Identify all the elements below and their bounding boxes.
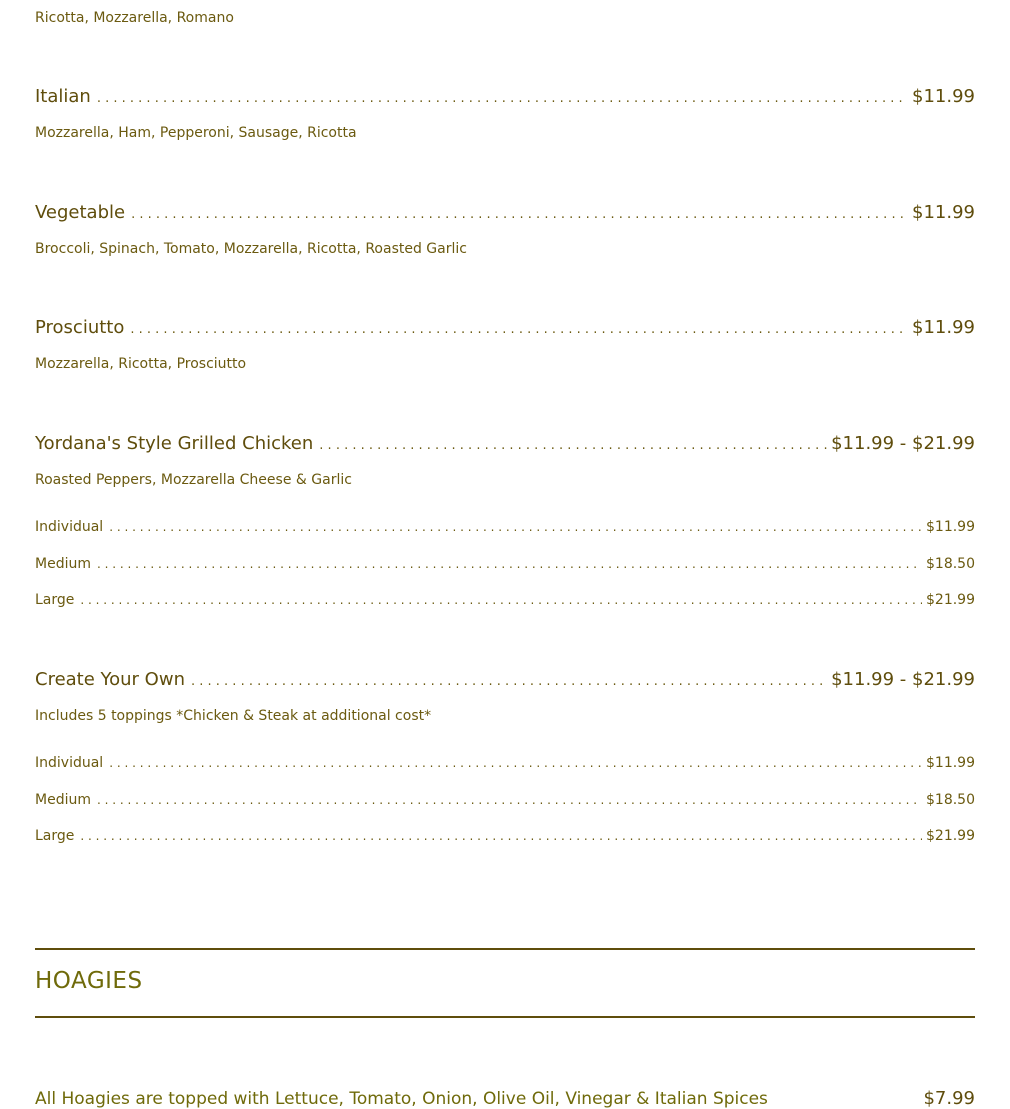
- size-price: $11.99: [926, 519, 975, 535]
- hoagie-price: $7.99: [923, 1088, 975, 1109]
- size-price: $21.99: [926, 828, 975, 844]
- item-price: $11.99: [912, 202, 975, 223]
- item-price: $11.99: [912, 317, 975, 338]
- size-name: Individual: [35, 519, 104, 535]
- section-title: HOAGIES: [35, 968, 143, 994]
- dot-leader: [97, 92, 908, 105]
- hoagie-note: All Hoagies are topped with Lettuce, Tomato, Onion, Olive Oil, Vinegar & Italian Spices: [35, 1089, 768, 1109]
- item-price: $11.99 - $21.99: [831, 669, 975, 690]
- size-option-large: [35, 592, 975, 608]
- item-description: Includes 5 toppings *Chicken & Steak at additional cost*: [35, 708, 432, 724]
- dot-leader: [97, 794, 922, 806]
- item-description: Mozzarella, Ricotta, Prosciutto: [35, 356, 247, 372]
- dot-leader: [109, 521, 922, 533]
- size-price: $11.99: [926, 755, 975, 771]
- size-name: Individual: [35, 755, 104, 771]
- section-divider-top: [35, 948, 975, 950]
- item-description: Mozzarella, Ham, Pepperoni, Sausage, Ricotta: [35, 125, 357, 141]
- item-name: Prosciutto: [35, 317, 125, 338]
- menu-item-grilled-chicken: [35, 433, 975, 454]
- size-option-individual: [35, 519, 975, 535]
- section-divider-bottom: [35, 1016, 975, 1018]
- item-name: Create Your Own: [35, 669, 185, 690]
- dot-leader: [130, 323, 908, 336]
- menu-item-create-your-own: [35, 669, 975, 690]
- dot-leader: [191, 675, 827, 688]
- item-price: $11.99: [912, 86, 975, 107]
- dot-leader: [109, 757, 922, 769]
- item-name: Italian: [35, 86, 91, 107]
- dot-leader: [80, 594, 922, 606]
- item-description: Roasted Peppers, Mozzarella Cheese & Garlic: [35, 472, 352, 488]
- size-name: Large: [35, 592, 75, 608]
- dot-leader: [97, 558, 922, 570]
- size-name: Large: [35, 828, 75, 844]
- item-description: Broccoli, Spinach, Tomato, Mozzarella, Ricotta, Roasted Garlic: [35, 241, 467, 257]
- item-name: Yordana's Style Grilled Chicken: [35, 433, 314, 454]
- size-option-medium: [35, 792, 975, 808]
- menu-item-prosciutto: [35, 317, 975, 338]
- size-price: $21.99: [926, 592, 975, 608]
- size-option-individual: [35, 755, 975, 771]
- size-name: Medium: [35, 556, 91, 572]
- dot-leader: [131, 208, 908, 221]
- menu-item-italian: [35, 86, 975, 107]
- hoagie-note-row: [35, 1088, 975, 1109]
- size-option-large: [35, 828, 975, 844]
- item-name: Vegetable: [35, 202, 126, 223]
- item-price: $11.99 - $21.99: [831, 433, 975, 454]
- dot-leader: [319, 439, 827, 452]
- size-name: Medium: [35, 792, 91, 808]
- dot-leader: [80, 830, 922, 842]
- item-description: Ricotta, Mozzarella, Romano: [35, 10, 234, 26]
- size-price: $18.50: [926, 556, 975, 572]
- size-option-medium: [35, 556, 975, 572]
- size-price: $18.50: [926, 792, 975, 808]
- menu-item-vegetable: [35, 202, 975, 223]
